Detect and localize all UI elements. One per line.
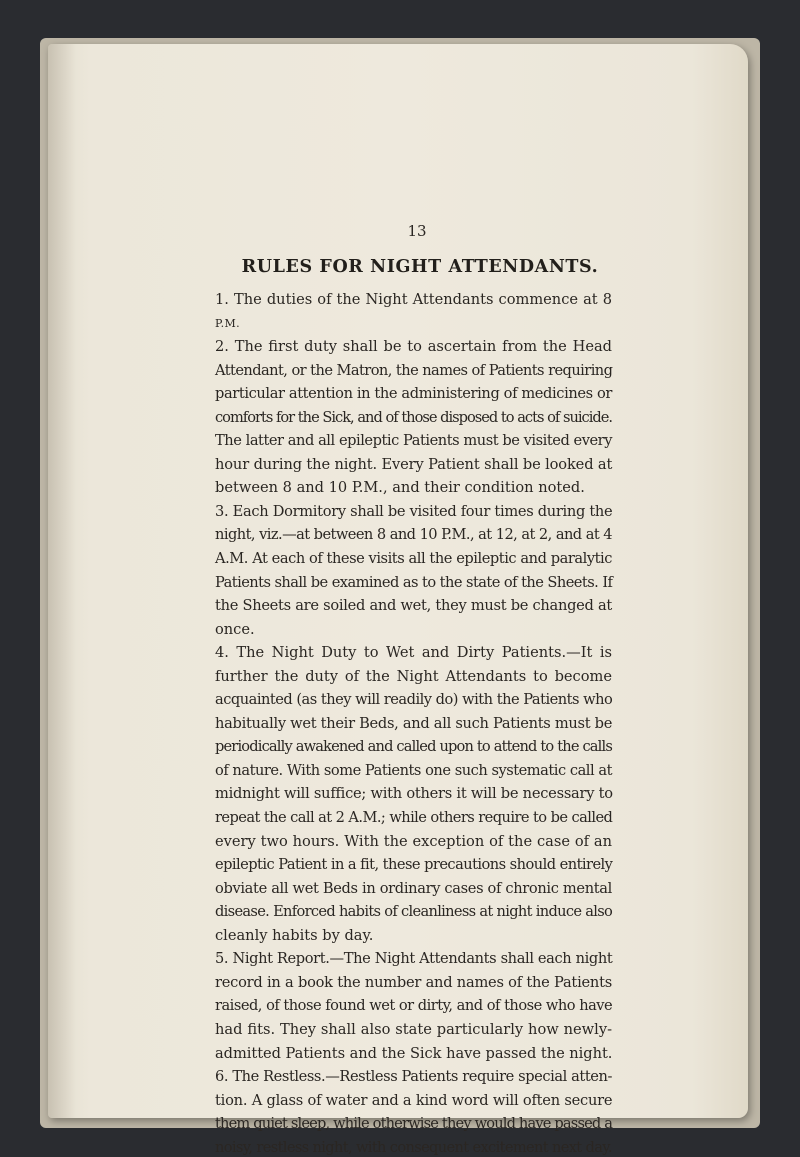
text-line: between 8 and 10 P.M., and their condition noted. (215, 479, 585, 497)
text-line: 1. The duties of the Night Attendants commence at 8 (215, 291, 612, 308)
text-line: raised, of those found wet or dirty, and of those who have (215, 997, 613, 1015)
text-line: 4. The Night Duty to Wet and Dirty Patients.—It is (215, 644, 612, 662)
text-line: repeat the call at 2 A.M.; while others require to be called (215, 809, 613, 827)
text-line: disease. Enforced habits of cleanliness at night induce also (215, 903, 613, 921)
text-line: A.M. At each of these visits all the epileptic and paralytic (215, 550, 612, 568)
page-number: 13 (407, 222, 427, 240)
text-line: P.M. (215, 316, 241, 330)
text-line: periodically awakened and called upon to attend to the calls (215, 738, 612, 756)
text-line: once. (215, 620, 255, 638)
rules-body-text (215, 288, 612, 1157)
text-line: obviate all wet Beds in ordinary cases of chronic mental (215, 879, 612, 897)
text-line: epileptic Patient in a fit, these precautions should entirely (215, 856, 613, 874)
text-line: record in a book the number and names of the Patients (215, 973, 612, 991)
text-line: admitted Patients and the Sick have passed the night. (215, 1044, 613, 1062)
text-line: night, viz.—at between 8 and 10 P.M., at 12, at 2, and at 4 (215, 526, 612, 544)
text-line: 5. Night Report.—The Night Attendants shall each night (215, 950, 613, 968)
text-line: had fits. They shall also state particularly how newly- (215, 1020, 612, 1038)
text-line: Patients shall be examined as to the state of the Sheets. If (215, 573, 613, 591)
text-line: habitually wet their Beds, and all such Patients must be (215, 714, 613, 732)
text-line: noisy, restless night, with consequent excitement next day. (215, 1138, 612, 1156)
text-line: the Sheets are soiled and wet, they must be changed at (215, 597, 612, 615)
text-line: The latter and all epileptic Patients must be visited every (215, 432, 612, 450)
text-line: every two hours. With the exception of the case of an (215, 832, 612, 850)
text-line: further the duty of the Night Attendants to become (215, 667, 612, 685)
text-line: 3. Each Dormitory shall be visited four times during the (215, 502, 613, 520)
page-heading: RULES FOR NIGHT ATTENDANTS. (241, 257, 599, 277)
text-line: tion. A glass of water and a kind word will often secure (215, 1091, 613, 1109)
text-line: them quiet sleep, while otherwise they would have passed a (215, 1115, 613, 1133)
text-line: cleanly habits by day. (215, 926, 374, 944)
text-line: Attendant, or the Matron, the names of Patients requiring (215, 361, 613, 379)
page-gutter-shading (48, 44, 76, 1118)
text-line: of nature. With some Patients one such systematic call at (215, 761, 612, 779)
text-line: 2. The first duty shall be to ascertain from the Head (215, 338, 612, 356)
text-line: comforts for the Sick, and of those disposed to acts of suicide. (215, 408, 612, 426)
text-line: midnight will suffice; with others it will be necessary to (215, 785, 613, 803)
text-line: hour during the night. Every Patient shall be looked at (215, 455, 613, 473)
text-line: acquainted (as they will readily do) with the Patients who (215, 691, 613, 709)
text-line: 6. The Restless.—Restless Patients require special atten- (215, 1068, 612, 1086)
text-line: particular attention in the administering of medicines or (215, 385, 612, 403)
